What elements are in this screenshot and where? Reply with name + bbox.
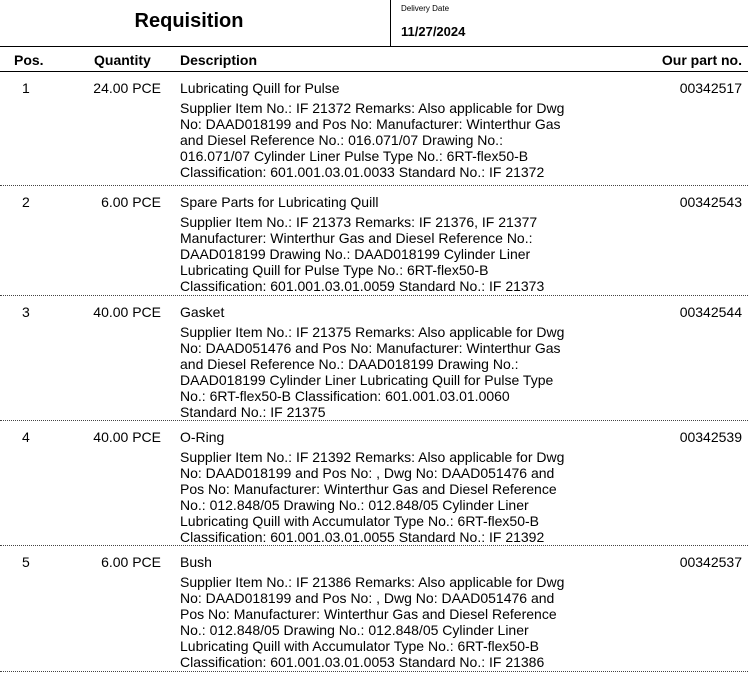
- row-item-detail: Supplier Item No.: IF 21372 Remarks: Also applicable for Dwg No: DAAD018199 and Pos No: Manufacturer: Winterthur Gas and Diesel Reference No.: 016.071/07 Drawing No.: 016.071/07 Cylinder Liner Pulse Type No.: 6RT-flex50-B Classification: 601.001.03.01.0033 Standard No.: IF 21372: [180, 100, 565, 180]
- row-item-detail: Supplier Item No.: IF 21375 Remarks: Also applicable for Dwg No: DAAD051476 and Pos No: Manufacturer: Winterthur Gas and Diesel Reference No.: DAAD018199 Drawing No.: DAAD018199 Cylinder Liner Lubricating Quill for Pulse Type No.: 6RT-flex50-B Classification: 601.001.03.01.0060 Standard No.: IF 21375: [180, 324, 565, 420]
- row-quantity: 24.00 PCE: [93, 80, 161, 96]
- column-header-pos: Pos.: [14, 52, 44, 68]
- row-item-title: Gasket: [180, 304, 225, 320]
- row-description: [180, 554, 580, 670]
- table-row: [0, 546, 748, 672]
- row-pos: 4: [22, 429, 30, 445]
- table-row: [0, 296, 748, 421]
- row-pos: 1: [22, 80, 30, 96]
- row-quantity: 6.00 PCE: [101, 554, 161, 570]
- row-pos: 3: [22, 304, 30, 320]
- table-row: [0, 421, 748, 546]
- row-quantity: 40.00 PCE: [93, 304, 161, 320]
- row-description: [180, 194, 580, 294]
- row-item-title: Lubricating Quill for Pulse: [180, 80, 340, 96]
- document-header: [0, 0, 748, 46]
- table-row: [0, 186, 748, 296]
- row-part-no: 00342544: [679, 304, 742, 320]
- delivery-date-value: 11/27/2024: [401, 24, 466, 39]
- delivery-date-box: [390, 0, 748, 46]
- row-description: [180, 429, 580, 545]
- row-part-no: 00342517: [679, 80, 742, 96]
- row-item-detail: Supplier Item No.: IF 21386 Remarks: Also applicable for Dwg No: DAAD018199 and Pos No: , Dwg No: DAAD051476 and Pos No: Manufacturer: Winterthur Gas and Diesel Reference No.: 012.848/05 Drawing No.: 012.848/05 Cylinder Liner Lubricating Quill with Accumulator Type No.: 6RT-flex50-B Classification: 601.001.03.01.0053 Standard No.: IF 21386: [180, 574, 565, 670]
- row-part-no: 00342539: [679, 429, 742, 445]
- row-quantity: 40.00 PCE: [93, 429, 161, 445]
- table-row: [0, 72, 748, 186]
- row-description: [180, 304, 580, 420]
- row-pos: 2: [22, 194, 30, 210]
- requisition-table: [0, 72, 748, 672]
- row-part-no: 00342543: [679, 194, 742, 210]
- row-item-title: Spare Parts for Lubricating Quill: [180, 194, 379, 210]
- column-header-description: Description: [180, 52, 258, 68]
- row-item-detail: Supplier Item No.: IF 21373 Remarks: IF 21376, IF 21377 Manufacturer: Winterthur Gas and Diesel Reference No.: DAAD018199 Drawing No.: DAAD018199 Cylinder Liner Lubricating Quill for Pulse Type No.: 6RT-flex50-B Classification: 601.001.03.01.0059 Standard No.: IF 21373: [180, 214, 545, 294]
- delivery-date-label: Delivery Date: [401, 4, 450, 13]
- row-item-detail: Supplier Item No.: IF 21392 Remarks: Also applicable for Dwg No: DAAD018199 and Pos No: , Dwg No: DAAD051476 and Pos No: Manufacturer: Winterthur Gas and Diesel Reference No.: 012.848/05 Drawing No.: 012.848/05 Cylinder Liner Lubricating Quill with Accumulator Type No.: 6RT-flex50-B Classification: 601.001.03.01.0055 Standard No.: IF 21392: [180, 449, 565, 545]
- table-header: [0, 46, 748, 72]
- row-part-no: 00342537: [679, 554, 742, 570]
- page-title: Requisition: [134, 10, 244, 32]
- row-pos: 5: [22, 554, 30, 570]
- column-header-part-no: Our part no.: [661, 52, 742, 68]
- row-description: [180, 80, 580, 180]
- row-item-title: O-Ring: [180, 429, 225, 445]
- column-header-quantity: Quantity: [94, 52, 151, 68]
- row-quantity: 6.00 PCE: [101, 194, 161, 210]
- row-item-title: Bush: [180, 554, 212, 570]
